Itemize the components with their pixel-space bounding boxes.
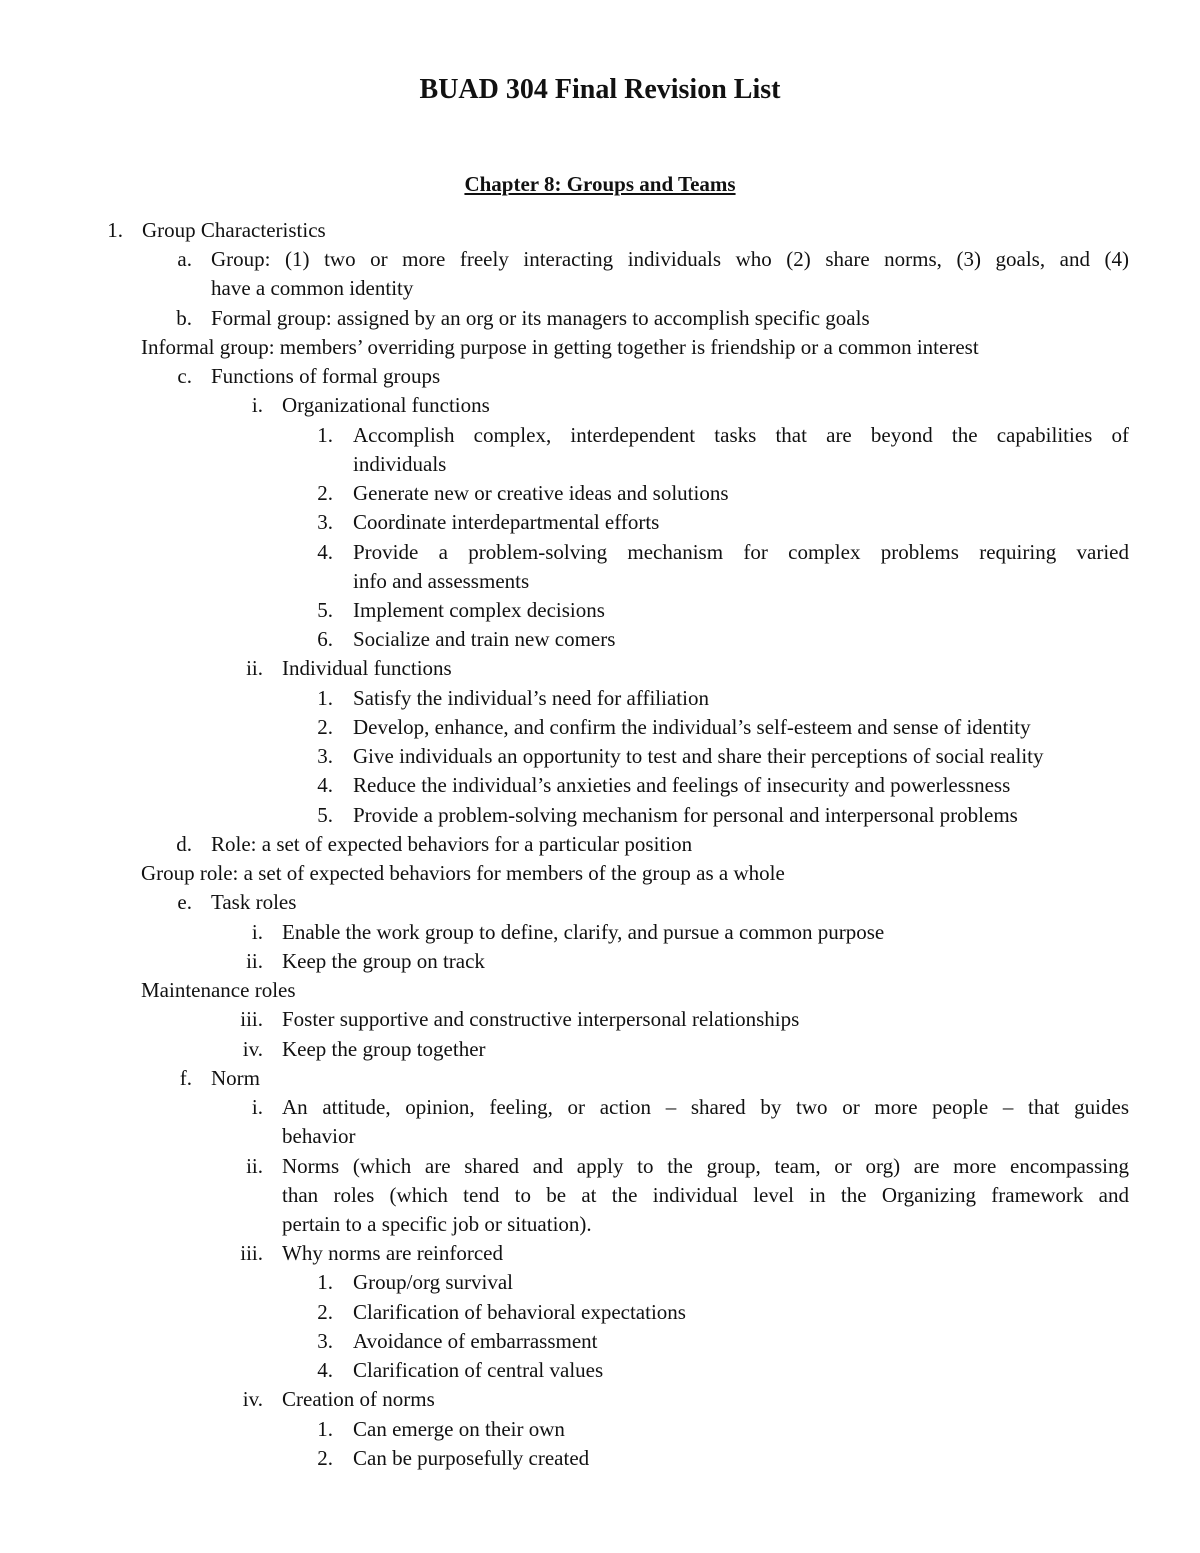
item-text: Reduce the individual’s anxieties and feelings of insecurity and powerlessness <box>353 773 1011 797</box>
item-text: pertain to a specific job or situation). <box>282 1212 592 1236</box>
item-text: Group role: a set of expected behaviors for members of the group as a whole <box>141 861 785 885</box>
outline-continuation <box>0 1210 1200 1239</box>
item-text: individuals <box>353 452 447 476</box>
item-text: Generate new or creative ideas and solutions <box>353 481 729 505</box>
item-marker: ii. <box>246 656 263 680</box>
outline-continuation <box>0 976 1200 1005</box>
item-marker: 2. <box>317 1300 333 1324</box>
item-text: info and assessments <box>353 569 530 593</box>
item-text: Norms (which are shared and apply to the group, team, or org) are more encompassing <box>282 1154 1129 1178</box>
outline-item <box>0 1005 1200 1034</box>
item-text: Implement complex decisions <box>353 598 605 622</box>
item-marker: 6. <box>317 627 333 651</box>
chapter-heading: Chapter 8: Groups and Teams <box>464 172 736 196</box>
item-marker: 1. <box>317 423 333 447</box>
item-marker: 3. <box>317 744 333 768</box>
outline-item <box>0 245 1200 274</box>
item-marker: i. <box>251 920 263 944</box>
outline-item <box>0 1093 1200 1122</box>
item-marker: 2. <box>317 481 333 505</box>
item-text: Give individuals an opportunity to test and share their perceptions of social reality <box>353 744 1044 768</box>
item-text: Group: (1) two or more freely interacting individuals who (2) share norms, (3) goals, and (4) <box>211 247 1129 271</box>
outline-item <box>0 304 1200 333</box>
item-text: Norm <box>211 1066 260 1090</box>
outline-item <box>0 391 1200 420</box>
outline-item <box>0 888 1200 917</box>
item-text: Accomplish complex, interdependent tasks that are beyond the capabilities of <box>353 423 1129 447</box>
item-text: have a common identity <box>211 276 414 300</box>
item-marker: 2. <box>317 715 333 739</box>
item-text: Group Characteristics <box>142 218 326 242</box>
item-marker: 1. <box>317 1270 333 1294</box>
item-marker: e. <box>177 890 192 914</box>
item-marker: 1. <box>317 1417 333 1441</box>
document-title: BUAD 304 Final Revision List <box>419 74 781 105</box>
item-marker: iv. <box>242 1037 263 1061</box>
item-text: Can be purposefully created <box>353 1446 590 1470</box>
outline-item <box>0 713 1200 742</box>
item-text: Socialize and train new comers <box>353 627 616 651</box>
item-marker: i. <box>251 1095 263 1119</box>
outline-item <box>0 1415 1200 1444</box>
item-marker: 4. <box>317 540 333 564</box>
item-text: An attitude, opinion, feeling, or action – shared by two or more people – that guides <box>282 1095 1129 1119</box>
item-text: Avoidance of embarrassment <box>353 1329 598 1353</box>
outline-continuation <box>0 450 1200 479</box>
outline-item <box>0 625 1200 654</box>
outline-continuation <box>0 333 1200 362</box>
outline-item <box>0 801 1200 830</box>
item-marker: iii. <box>240 1007 263 1031</box>
item-marker: 5. <box>317 803 333 827</box>
item-marker: 3. <box>317 1329 333 1353</box>
outline-continuation <box>0 1122 1200 1151</box>
item-marker: d. <box>176 832 192 856</box>
item-text: behavior <box>282 1124 356 1148</box>
item-marker: b. <box>176 306 192 330</box>
outline-item <box>0 479 1200 508</box>
outline-item <box>0 1298 1200 1327</box>
item-text: Why norms are reinforced <box>282 1241 503 1265</box>
item-text: Can emerge on their own <box>353 1417 565 1441</box>
item-text: Coordinate interdepartmental efforts <box>353 510 660 534</box>
item-text: Group/org survival <box>353 1270 514 1294</box>
outline-item <box>0 1268 1200 1297</box>
outline-continuation <box>0 567 1200 596</box>
item-marker: 1. <box>107 218 123 242</box>
outline-item <box>0 216 1200 245</box>
outline-item <box>0 1152 1200 1181</box>
item-marker: 1. <box>317 686 333 710</box>
item-marker: 3. <box>317 510 333 534</box>
item-text: Develop, enhance, and confirm the individual’s self-esteem and sense of identity <box>353 715 1031 739</box>
item-text: Foster supportive and constructive interpersonal relationships <box>282 1007 800 1031</box>
outline-item <box>0 1356 1200 1385</box>
item-marker: 4. <box>317 773 333 797</box>
outline-continuation <box>0 274 1200 303</box>
item-text: Provide a problem-solving mechanism for complex problems requiring varied <box>353 540 1129 564</box>
item-marker: 2. <box>317 1446 333 1470</box>
item-marker: 4. <box>317 1358 333 1382</box>
outline-item <box>0 1327 1200 1356</box>
item-text: Keep the group on track <box>282 949 485 973</box>
outline-item <box>0 1239 1200 1268</box>
outline-item <box>0 918 1200 947</box>
outline-item <box>0 654 1200 683</box>
item-text: Individual functions <box>282 656 452 680</box>
item-marker: c. <box>177 364 192 388</box>
item-marker: f. <box>179 1066 192 1090</box>
item-text: Clarification of central values <box>353 1358 604 1382</box>
item-marker: 5. <box>317 598 333 622</box>
item-text: Functions of formal groups <box>211 364 441 388</box>
outline-continuation <box>0 1181 1200 1210</box>
item-marker: ii. <box>246 949 263 973</box>
item-text: Creation of norms <box>282 1387 435 1411</box>
outline-item <box>0 1035 1200 1064</box>
item-marker: i. <box>251 393 263 417</box>
item-text: Satisfy the individual’s need for affiliation <box>353 686 709 710</box>
outline-item <box>0 421 1200 450</box>
item-text: Role: a set of expected behaviors for a particular position <box>211 832 693 856</box>
outline-item <box>0 830 1200 859</box>
item-marker: iv. <box>242 1387 263 1411</box>
outline-item <box>0 508 1200 537</box>
item-marker: ii. <box>246 1154 263 1178</box>
item-marker: iii. <box>240 1241 263 1265</box>
item-marker: a. <box>177 247 192 271</box>
item-text: than roles (which tend to be at the individual level in the Organizing framework and <box>282 1183 1129 1207</box>
outline-item <box>0 1444 1200 1473</box>
outline-item <box>0 362 1200 391</box>
outline-item <box>0 771 1200 800</box>
outline-item <box>0 947 1200 976</box>
outline-item <box>0 538 1200 567</box>
outline-item <box>0 596 1200 625</box>
outline-item <box>0 742 1200 771</box>
outline-continuation <box>0 859 1200 888</box>
item-text: Organizational functions <box>282 393 490 417</box>
item-text: Task roles <box>211 890 297 914</box>
outline-item <box>0 1385 1200 1414</box>
outline-item <box>0 684 1200 713</box>
item-text: Maintenance roles <box>141 978 296 1002</box>
item-text: Enable the work group to define, clarify, and pursue a common purpose <box>282 920 885 944</box>
item-text: Formal group: assigned by an org or its managers to accomplish specific goals <box>211 306 870 330</box>
item-text: Provide a problem-solving mechanism for personal and interpersonal problems <box>353 803 1018 827</box>
outline-item <box>0 1064 1200 1093</box>
item-text: Informal group: members’ overriding purpose in getting together is friendship or a common interest <box>141 335 979 359</box>
item-text: Clarification of behavioral expectations <box>353 1300 686 1324</box>
item-text: Keep the group together <box>282 1037 486 1061</box>
